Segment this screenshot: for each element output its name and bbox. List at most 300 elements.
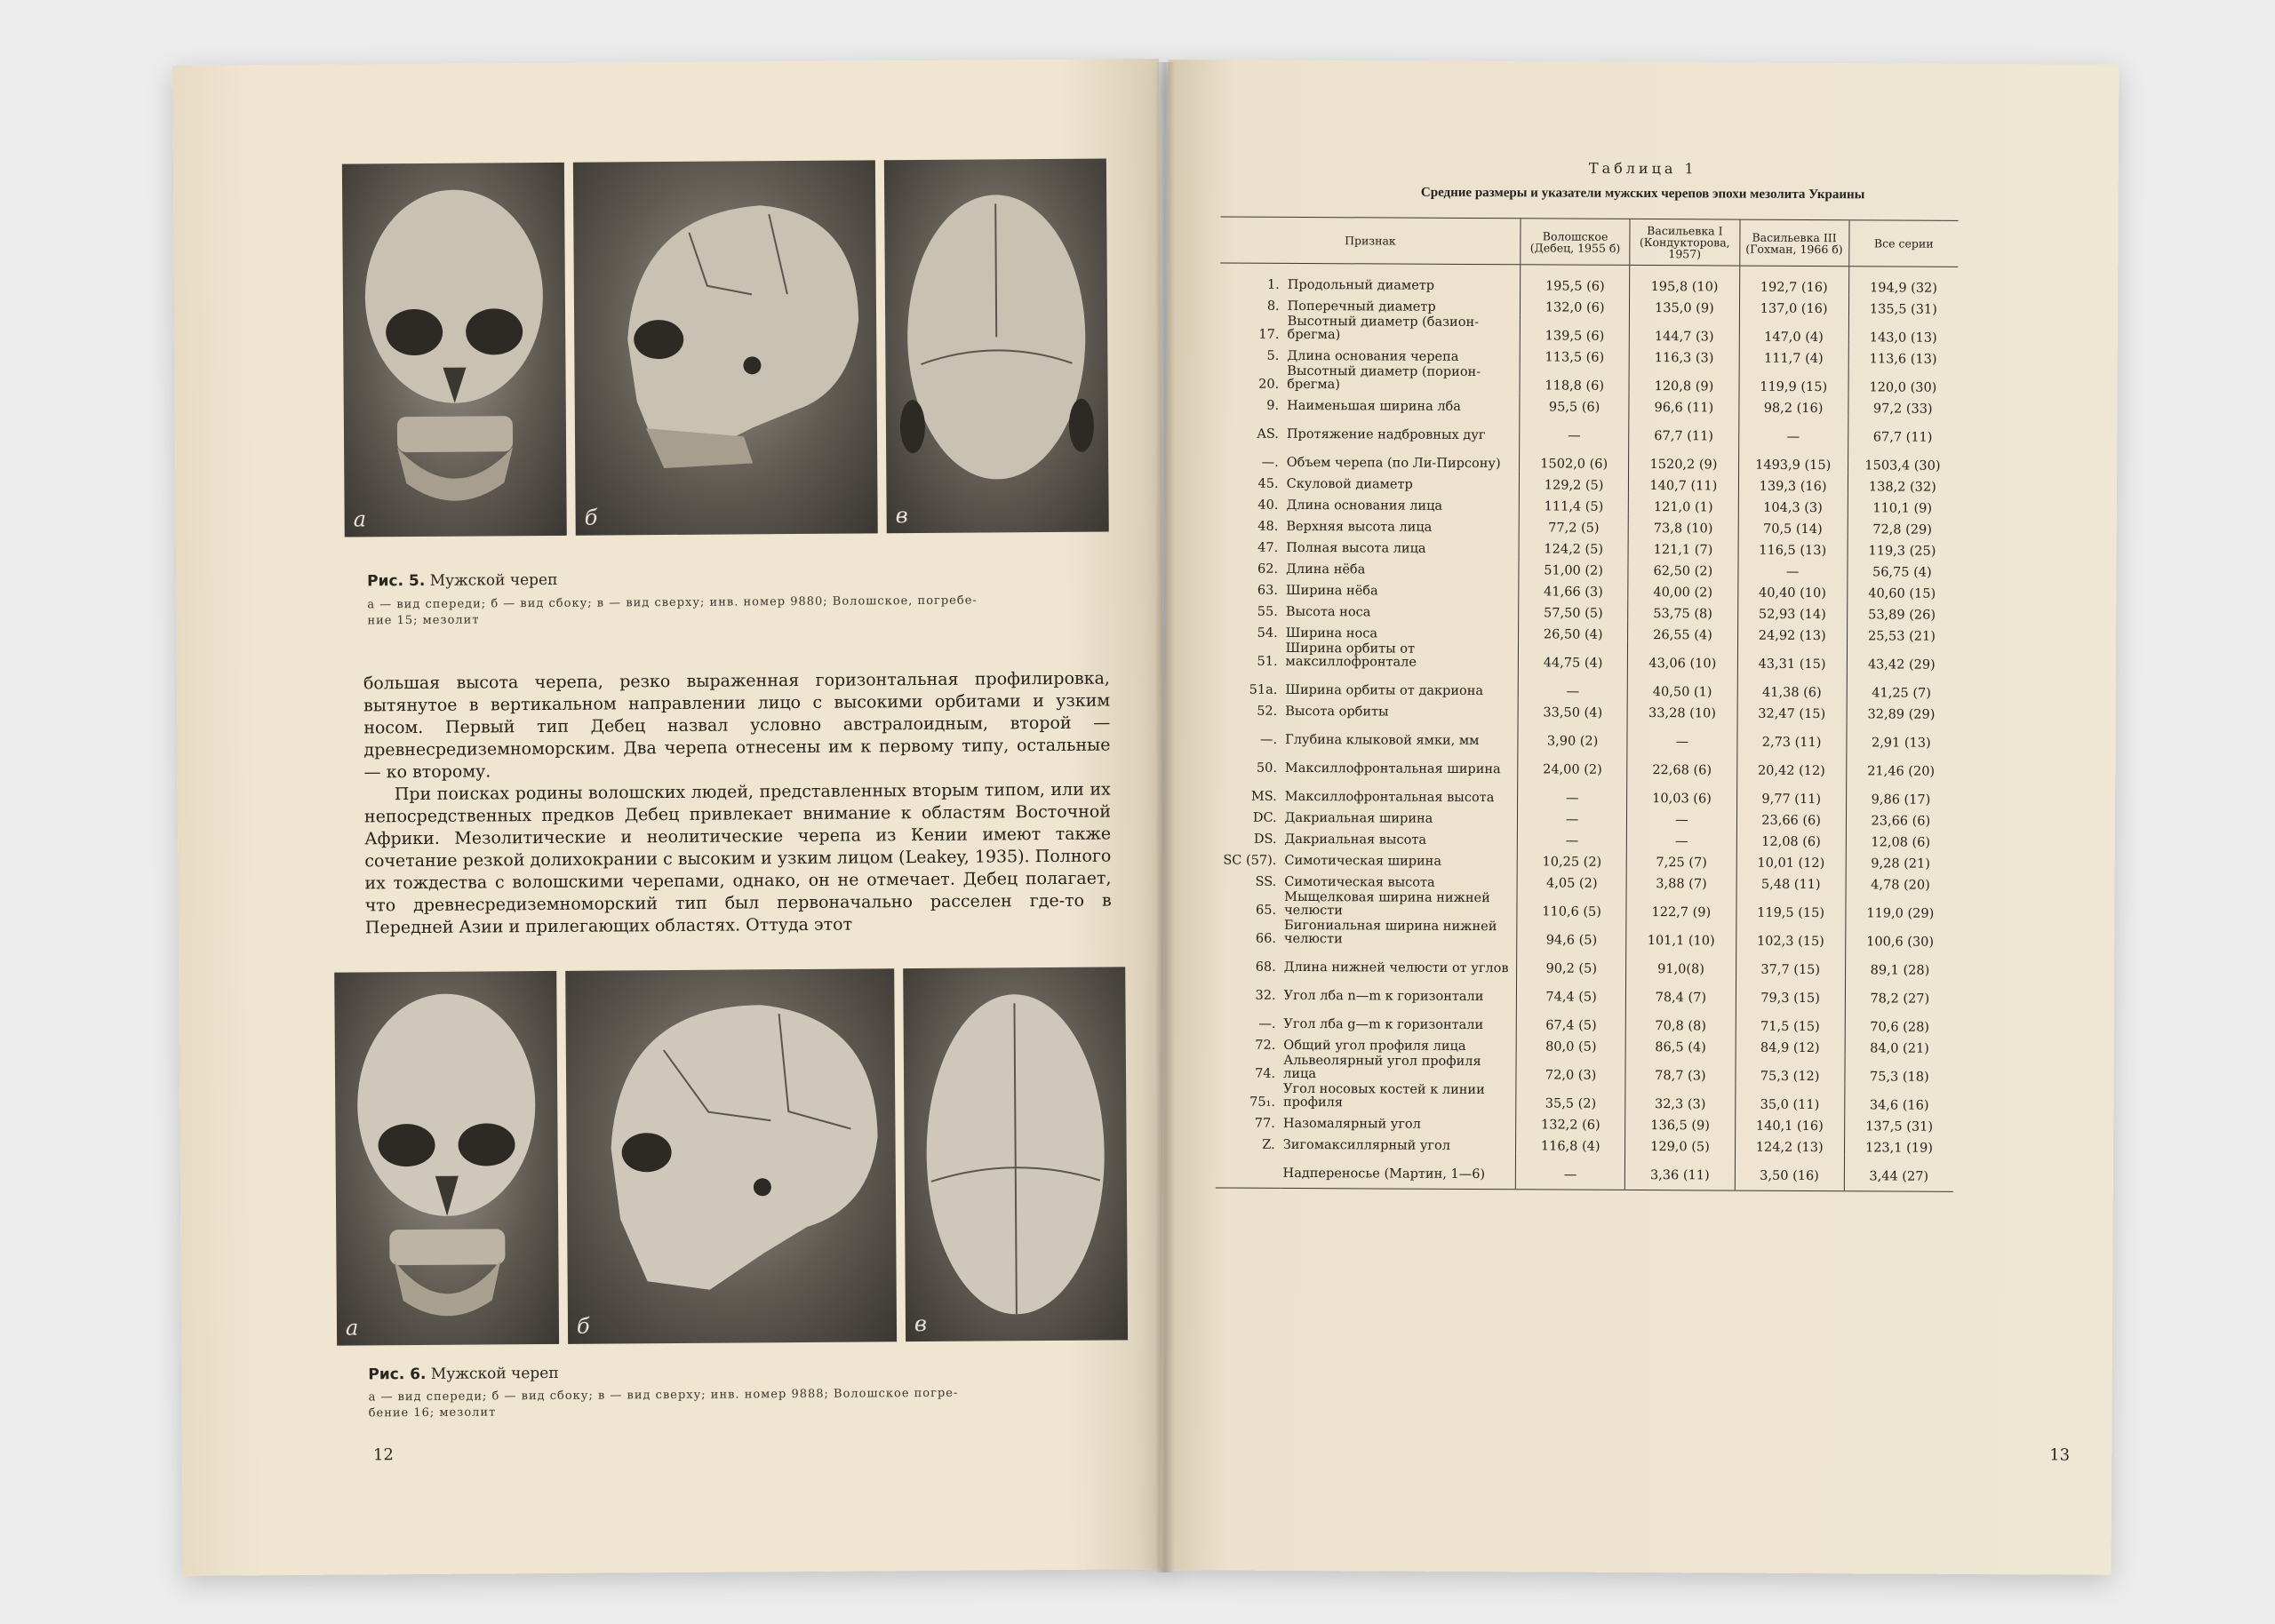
- row-value: 32,47 (15): [1737, 700, 1847, 722]
- figure-5-description-line2: ние 15; мезолит: [367, 613, 480, 628]
- row-value: 34,6 (16): [1845, 1084, 1954, 1113]
- row-feature-number: 72.: [1255, 1038, 1276, 1053]
- row-value: 140,7 (11): [1629, 472, 1738, 494]
- row-value: 74,4 (5): [1516, 975, 1625, 1005]
- row-feature-name: Длина нижней челюсти от углов: [1283, 959, 1509, 976]
- row-value: 23,66 (6): [1736, 807, 1846, 829]
- table-row: [1218, 697, 1956, 722]
- row-value: 135,0 (9): [1630, 294, 1739, 316]
- table-row: [1217, 868, 1955, 893]
- row-feature-name: Дакриальная ширина: [1284, 810, 1433, 826]
- row-value: 118,8 (6): [1520, 364, 1629, 394]
- row-value: 3,44 (27): [1844, 1155, 1953, 1191]
- panel-letter-b-2: б: [576, 1313, 590, 1339]
- table-row: [1217, 975, 1954, 1007]
- row-feature-name: Альвеолярный угол профиля лица: [1283, 1053, 1481, 1082]
- row-value: 123,1 (19): [1844, 1134, 1953, 1156]
- row-feature-number: 55.: [1257, 604, 1278, 619]
- row-value: 71,5 (15): [1736, 1006, 1845, 1035]
- panel-letter-a-2: а: [345, 1315, 359, 1341]
- table-row: [1218, 598, 1956, 623]
- row-value: 138,2 (32): [1848, 473, 1957, 495]
- row-value: 90,2 (5): [1517, 947, 1626, 976]
- row-value: 62,50 (2): [1628, 557, 1737, 579]
- row-value: 2,73 (11): [1736, 721, 1846, 751]
- row-value: 70,8 (8): [1626, 1005, 1736, 1034]
- row-value: 4,05 (2): [1517, 869, 1626, 891]
- row-feature-number: 47.: [1257, 540, 1279, 555]
- table-row: [1219, 392, 1957, 417]
- table-row: [1219, 442, 1957, 474]
- row-value: 40,40 (10): [1737, 579, 1847, 601]
- row-value: 121,1 (7): [1628, 536, 1737, 558]
- row-value: 1502,0 (6): [1520, 442, 1629, 472]
- row-value: 3,50 (16): [1735, 1155, 1844, 1191]
- row-value: 84,0 (21): [1845, 1034, 1954, 1056]
- row-feature-number: 75₁.: [1249, 1095, 1276, 1110]
- row-feature-number: 32.: [1255, 988, 1276, 1003]
- row-value: 119,5 (15): [1736, 892, 1845, 921]
- figure-5-description: [367, 593, 1105, 630]
- row-value: 22,68 (6): [1627, 749, 1736, 778]
- table-header-row: [1220, 217, 1958, 267]
- table-row: [1219, 534, 1957, 559]
- row-feature-name: Объем черепа (по Ли-Пирсону): [1286, 455, 1501, 472]
- row-value: 94,6 (5): [1517, 919, 1626, 948]
- row-value: —: [1515, 1153, 1624, 1190]
- figure-5-description-line1: а — вид спереди; б — вид сбоку; в — вид сверху; инв. номер 9880; Волошское, погребе-: [367, 593, 978, 612]
- row-feature-name: Глубина клыковой ямки, мм: [1285, 732, 1480, 749]
- row-value: 3,90 (2): [1518, 720, 1627, 749]
- row-value: 124,2 (13): [1735, 1134, 1844, 1156]
- row-feature-name: Симотическая высота: [1284, 874, 1435, 890]
- row-value: 67,4 (5): [1516, 1004, 1625, 1033]
- row-value: 97,2 (33): [1848, 394, 1958, 417]
- row-feature-number: 54.: [1257, 625, 1278, 641]
- row-value: 3,36 (11): [1625, 1154, 1735, 1190]
- table-title: Средние размеры и указатели мужских черепов эпохи мезолита Украины: [1420, 185, 1865, 203]
- figure-6-photos: [334, 967, 1128, 1345]
- row-feature-number: DS.: [1253, 832, 1277, 847]
- row-feature-name: Поперечный диаметр: [1287, 299, 1436, 314]
- row-feature-number: 45.: [1257, 476, 1279, 491]
- row-value: 137,5 (31): [1844, 1112, 1953, 1134]
- table-row: [1220, 292, 1958, 317]
- row-feature-name: Протяжение надбровных дуг: [1286, 426, 1486, 443]
- row-value: 86,5 (4): [1625, 1033, 1735, 1055]
- table-row: [1219, 513, 1957, 537]
- skull-top-drawing: [884, 159, 1109, 534]
- row-feature-name: Зигомаксиллярный угол: [1282, 1137, 1450, 1153]
- row-feature-number: 74.: [1255, 1066, 1276, 1081]
- row-value: 119,3 (25): [1848, 537, 1957, 559]
- table-row: [1217, 946, 1954, 978]
- row-feature-number: 62.: [1257, 561, 1279, 577]
- row-value: 132,0 (6): [1521, 293, 1630, 315]
- row-feature-number: 8.: [1266, 299, 1280, 314]
- row-value: 84,9 (12): [1736, 1034, 1845, 1056]
- row-value: 77,2 (5): [1519, 513, 1628, 536]
- paragraph-1: большая высота черепа, резко выраженная горизонтальная профилировка, вытянутое в вертикальном направлении лицо с высокими орбитами и узким носом. Первый тип Дебец назвал условно австралоидным, второй — древнесредиземноморским. Два черепа отнесены им к первому типу, остальные — ко второму.: [363, 668, 1111, 783]
- table-row: [1217, 747, 1955, 779]
- row-feature-name: Бигониальная ширина нижней челюсти: [1283, 918, 1497, 947]
- row-feature-name: Угол лба n—m к горизонтали: [1283, 988, 1484, 1005]
- table-row: [1217, 918, 1954, 950]
- page-number-right: 13: [2049, 1445, 2071, 1465]
- row-value: 10,25 (2): [1517, 848, 1626, 870]
- row-value: 194,9 (32): [1848, 267, 1958, 296]
- row-value: 24,00 (2): [1518, 748, 1627, 777]
- table-row: [1217, 847, 1955, 872]
- row-feature-number: 65.: [1256, 903, 1277, 918]
- row-value: 122,7 (9): [1626, 891, 1736, 920]
- skull-front-drawing-2: [334, 971, 559, 1346]
- table-row: [1217, 1031, 1954, 1056]
- row-value: 89,1 (28): [1845, 949, 1954, 978]
- page-number-left: 12: [372, 1445, 394, 1465]
- skull-side-drawing-2: [565, 968, 897, 1344]
- row-value: 137,0 (16): [1739, 295, 1848, 317]
- row-feature-number: MS.: [1250, 789, 1277, 804]
- row-feature-number: 1.: [1266, 277, 1280, 292]
- table-row: [1220, 314, 1958, 346]
- row-feature-number: AS.: [1257, 426, 1279, 442]
- row-value: 35,0 (11): [1735, 1084, 1844, 1113]
- row-value: 67,7 (11): [1629, 415, 1738, 444]
- row-value: 52,93 (14): [1737, 601, 1847, 623]
- figure-5-label: Рис. 5.: [367, 571, 426, 591]
- row-value: 67,7 (11): [1848, 416, 1957, 445]
- row-value: 56,75 (4): [1848, 558, 1957, 580]
- table-row: [1216, 1110, 1953, 1134]
- row-value: 21,46 (20): [1846, 750, 1955, 779]
- row-value: 195,5 (6): [1521, 265, 1630, 294]
- row-feature-name: Назомалярный угол: [1282, 1116, 1421, 1132]
- row-feature-name: Высота орбиты: [1285, 704, 1389, 720]
- row-value: —: [1518, 776, 1627, 806]
- row-value: 110,6 (5): [1517, 890, 1626, 919]
- figure-6-description-line1: а — вид спереди; б — вид сбоку; в — вид сверху; инв. номер 9888; Волошское погре-: [368, 1386, 959, 1405]
- row-feature-name: Полная высота лица: [1286, 540, 1426, 556]
- row-value: 43,31 (15): [1737, 643, 1847, 673]
- row-value: 139,5 (6): [1520, 314, 1629, 344]
- row-value: —: [1737, 558, 1847, 580]
- row-feature-name: Верхняя высота лица: [1286, 519, 1433, 535]
- row-value: 113,5 (6): [1520, 343, 1629, 365]
- row-value: 78,2 (27): [1845, 977, 1954, 1007]
- row-value: 40,60 (15): [1848, 579, 1957, 601]
- row-feature-number: SS.: [1255, 874, 1277, 889]
- row-value: 25,53 (21): [1847, 622, 1956, 644]
- row-feature-number: 50.: [1256, 760, 1277, 776]
- row-feature-number: 20.: [1258, 377, 1280, 392]
- table-row: [1216, 1131, 1953, 1156]
- row-value: 43,42 (29): [1847, 643, 1956, 673]
- row-value: 40,50 (1): [1627, 671, 1736, 700]
- panel-letter-c: в: [895, 503, 908, 529]
- table-row: [1217, 825, 1955, 850]
- column-header-all-series: Все серии: [1849, 220, 1959, 267]
- row-value: 9,77 (11): [1736, 778, 1846, 808]
- row-value: —: [1518, 805, 1627, 827]
- row-value: 26,50 (4): [1519, 620, 1628, 642]
- panel-letter-b: б: [584, 505, 598, 530]
- row-feature-name: Дакриальная высота: [1284, 832, 1427, 848]
- row-value: 129,0 (5): [1625, 1133, 1735, 1155]
- row-feature-number: —.: [1258, 1016, 1276, 1031]
- row-feature-number: DC.: [1252, 810, 1277, 825]
- table-row: [1217, 804, 1955, 829]
- row-value: 10,03 (6): [1627, 777, 1736, 807]
- row-value: 44,75 (4): [1518, 641, 1627, 671]
- row-value: 53,75 (8): [1628, 600, 1737, 622]
- table-row: [1218, 669, 1956, 701]
- row-feature-number: —.: [1259, 732, 1278, 747]
- row-feature-name: Максиллофронтальная ширина: [1284, 760, 1501, 777]
- row-value: 37,7 (15): [1736, 949, 1845, 978]
- open-book: [178, 62, 2115, 1572]
- paragraph-2: При поисках родины волошских людей, представленных вторым типом, или их непосредственных предков Дебец привлекает внимание к областям Восточной Африки. Мезолитические и неолитические черепа из Кении имеют также сочетание резкой долихокрании с высоким и узким лицом (Leakey, 1935). Полного их тождества с волошскими черепами, однако, он не отмечает. Дебец полагает, что древнесредиземноморский тип был первоначально расселен где-то в Передней Азии и прилегающих областях. Оттуда этот: [363, 779, 1112, 938]
- skull-front-photo-2: [334, 971, 559, 1346]
- row-feature-number: [1216, 1152, 1281, 1189]
- row-value: 5,48 (11): [1736, 871, 1846, 893]
- row-value: 41,25 (7): [1847, 672, 1956, 701]
- row-value: 80,0 (5): [1516, 1032, 1625, 1055]
- row-value: 195,8 (10): [1630, 265, 1739, 294]
- row-value: 10,01 (12): [1736, 849, 1846, 872]
- row-value: 70,5 (14): [1738, 515, 1848, 537]
- book-gutter: [1155, 62, 1175, 1572]
- row-value: 144,7 (3): [1630, 315, 1739, 345]
- row-value: —: [1627, 827, 1736, 849]
- row-value: 147,0 (4): [1739, 316, 1848, 346]
- table-row: [1217, 776, 1955, 808]
- row-value: 91,0(8): [1626, 948, 1736, 977]
- table-row: [1219, 491, 1957, 516]
- figure-6-description-line2: бение 16; мезолит: [368, 1405, 497, 1421]
- row-feature-number: 68.: [1255, 959, 1276, 975]
- row-value: 20,42 (12): [1736, 750, 1846, 779]
- row-feature-number: —.: [1261, 455, 1279, 470]
- row-value: 132,2 (6): [1516, 1111, 1625, 1133]
- panel-letter-a: а: [353, 506, 367, 532]
- row-feature-name: Ширина орбиты от дакриона: [1285, 682, 1484, 699]
- row-value: 53,89 (26): [1847, 601, 1956, 623]
- row-value: 4,78 (20): [1846, 871, 1955, 893]
- table-row: [1216, 1152, 1953, 1192]
- row-feature-number: 52.: [1257, 704, 1278, 719]
- table-row: [1216, 1053, 1953, 1085]
- row-feature-name: Угол лба g—m к горизонтали: [1283, 1016, 1484, 1033]
- row-value: 51,00 (2): [1519, 556, 1628, 578]
- row-feature-name: Ширина носа: [1285, 625, 1378, 641]
- row-value: 70,6 (28): [1845, 1006, 1954, 1035]
- column-header-vasilevka-3: Васильевка III (Гохман, 1966 б): [1739, 219, 1849, 267]
- row-value: 12,08 (6): [1736, 828, 1846, 850]
- row-value: 75,3 (12): [1735, 1055, 1844, 1085]
- column-header-vasilevka-1: Васильевка I (Кондукторова, 1957): [1630, 219, 1740, 266]
- row-value: 111,4 (5): [1519, 492, 1628, 514]
- row-value: 41,38 (6): [1737, 672, 1847, 701]
- row-value: 100,6 (30): [1845, 920, 1954, 950]
- table-row: [1219, 470, 1957, 495]
- row-feature-name: Угол носовых костей к линии профиля: [1282, 1081, 1485, 1111]
- row-value: 120,0 (30): [1848, 366, 1958, 395]
- figure-6-title: Мужской череп: [430, 1364, 559, 1383]
- row-value: —: [1627, 720, 1736, 750]
- row-feature-number: Z.: [1262, 1137, 1275, 1152]
- row-value: 40,00 (2): [1628, 578, 1737, 601]
- skull-side-photo: [573, 160, 878, 535]
- table-body: [1216, 263, 1958, 1191]
- table-row: [1219, 413, 1957, 445]
- row-feature-number: 63.: [1257, 583, 1279, 598]
- figure-5-title: Мужской череп: [429, 570, 558, 590]
- row-feature-name: Надпереносье (Мартин, 1—6): [1280, 1152, 1515, 1190]
- row-value: 7,25 (7): [1626, 848, 1736, 871]
- row-value: 78,7 (3): [1625, 1055, 1735, 1084]
- row-value: 32,89 (29): [1847, 700, 1956, 722]
- row-value: —: [1517, 826, 1626, 848]
- body-text: [363, 668, 1112, 940]
- row-feature-number: 51а.: [1249, 682, 1278, 697]
- row-feature-number: 51.: [1257, 654, 1278, 669]
- skull-side-photo-2: [565, 968, 897, 1344]
- row-feature-name: Симотическая ширина: [1284, 853, 1442, 869]
- skull-top-drawing-2: [903, 967, 1128, 1341]
- row-value: 32,3 (3): [1625, 1083, 1735, 1112]
- table-row: [1220, 363, 1958, 395]
- row-value: 12,08 (6): [1846, 828, 1955, 850]
- row-value: 72,0 (3): [1516, 1054, 1625, 1083]
- row-feature-name: Длина нёба: [1286, 561, 1366, 577]
- row-value: 135,5 (31): [1848, 295, 1958, 317]
- row-feature-name: Длина основания черепа: [1287, 348, 1459, 364]
- row-value: —: [1627, 806, 1736, 828]
- row-feature-name: Наименьшая ширина лба: [1287, 398, 1461, 414]
- row-value: 116,8 (4): [1516, 1132, 1625, 1154]
- row-value: 1503,4 (30): [1848, 444, 1957, 474]
- row-value: 43,06 (10): [1628, 642, 1737, 672]
- row-value: 119,0 (29): [1846, 892, 1955, 921]
- figure-6-description: [368, 1385, 1114, 1422]
- row-feature-name: Высотный диаметр (базион-брегма): [1287, 314, 1480, 343]
- row-value: 101,1 (10): [1626, 919, 1736, 949]
- table-row: [1218, 641, 1956, 673]
- row-value: 33,28 (10): [1627, 699, 1736, 721]
- table-row: [1216, 1081, 1953, 1113]
- row-feature-number: 17.: [1258, 327, 1280, 342]
- row-value: 124,2 (5): [1519, 535, 1628, 557]
- row-value: 1520,2 (9): [1629, 443, 1738, 473]
- table-row: [1218, 619, 1956, 644]
- column-header-feature: Признак: [1220, 217, 1521, 265]
- row-feature-number: SC (57).: [1223, 853, 1277, 868]
- row-feature-number: 66.: [1255, 931, 1276, 946]
- row-value: 120,8 (9): [1629, 365, 1738, 394]
- table-row: [1218, 555, 1956, 580]
- figure-5-photos: [342, 159, 1109, 537]
- row-feature-name: Ширина орбиты от максиллофронтале: [1285, 641, 1417, 670]
- left-page: [172, 59, 1169, 1576]
- row-feature-name: Высота носа: [1285, 604, 1371, 620]
- row-value: 136,5 (9): [1625, 1111, 1735, 1134]
- row-value: 72,8 (29): [1848, 515, 1957, 537]
- panel-letter-c-2: в: [914, 1311, 928, 1337]
- row-value: 139,3 (16): [1738, 473, 1848, 495]
- row-feature-name: Продольный диаметр: [1287, 277, 1435, 293]
- row-value: 116,5 (13): [1738, 537, 1848, 559]
- row-value: —: [1518, 670, 1627, 699]
- skull-front-photo: [342, 163, 567, 537]
- row-value: 143,0 (13): [1848, 316, 1958, 346]
- row-feature-name: Мыщелковая ширина нижней челюсти: [1284, 889, 1490, 919]
- row-value: 2,91 (13): [1847, 721, 1956, 751]
- row-value: 95,5 (6): [1520, 393, 1629, 415]
- column-header-voloshskoe: Волошское (Дебец, 1955 б): [1521, 219, 1631, 266]
- row-feature-number: 5.: [1266, 348, 1280, 363]
- table-row: [1218, 577, 1956, 601]
- row-value: 129,2 (5): [1519, 471, 1628, 493]
- row-feature-number: 77.: [1254, 1116, 1275, 1131]
- row-value: 192,7 (16): [1739, 266, 1848, 295]
- measurements-table: [1216, 217, 1959, 1192]
- row-value: 1493,9 (15): [1738, 444, 1848, 474]
- row-value: 96,6 (11): [1629, 394, 1738, 416]
- row-value: 121,0 (1): [1629, 493, 1738, 515]
- row-value: 102,3 (15): [1736, 920, 1845, 950]
- row-value: 23,66 (6): [1846, 807, 1955, 829]
- row-feature-name: Ширина нёба: [1285, 583, 1378, 599]
- table-row: [1217, 1003, 1954, 1035]
- row-value: 98,2 (16): [1738, 394, 1848, 417]
- row-value: —: [1520, 414, 1629, 443]
- table-row: [1217, 889, 1954, 921]
- row-value: 35,5 (2): [1516, 1082, 1625, 1111]
- row-value: —: [1738, 416, 1848, 445]
- row-value: 113,6 (13): [1848, 345, 1958, 367]
- figure-6-caption-title: [368, 1365, 558, 1383]
- row-value: 140,1 (16): [1735, 1112, 1844, 1134]
- row-value: 116,3 (3): [1629, 344, 1738, 366]
- table-row: [1220, 342, 1958, 367]
- row-value: 41,66 (3): [1519, 577, 1628, 600]
- row-value: 24,92 (13): [1737, 622, 1847, 644]
- row-feature-name: Длина основания лица: [1286, 498, 1443, 513]
- row-feature-name: Скуловой диаметр: [1286, 476, 1413, 492]
- row-value: 104,3 (3): [1738, 494, 1848, 516]
- row-value: 119,9 (15): [1739, 366, 1848, 395]
- table-row: [1220, 263, 1958, 296]
- figure-6-label: Рис. 6.: [368, 1365, 427, 1384]
- table-label: Таблица 1: [1588, 159, 1697, 178]
- right-page: [1161, 60, 2119, 1575]
- row-value: 75,3 (18): [1845, 1055, 1954, 1085]
- skull-top-photo-2: [903, 967, 1128, 1341]
- row-feature-number: 40.: [1257, 498, 1279, 513]
- row-value: 73,8 (10): [1628, 514, 1737, 537]
- row-feature-number: 48.: [1257, 519, 1279, 534]
- row-feature-number: 9.: [1266, 398, 1280, 413]
- row-value: 57,50 (5): [1519, 599, 1628, 621]
- row-value: 110,1 (9): [1848, 494, 1957, 516]
- row-value: 26,55 (4): [1628, 621, 1737, 643]
- row-feature-name: Максиллофронтальная высота: [1284, 789, 1495, 806]
- row-value: 9,86 (17): [1846, 778, 1955, 808]
- skull-top-photo: [884, 159, 1109, 534]
- table-row: [1217, 719, 1955, 751]
- row-value: 3,88 (7): [1626, 870, 1736, 892]
